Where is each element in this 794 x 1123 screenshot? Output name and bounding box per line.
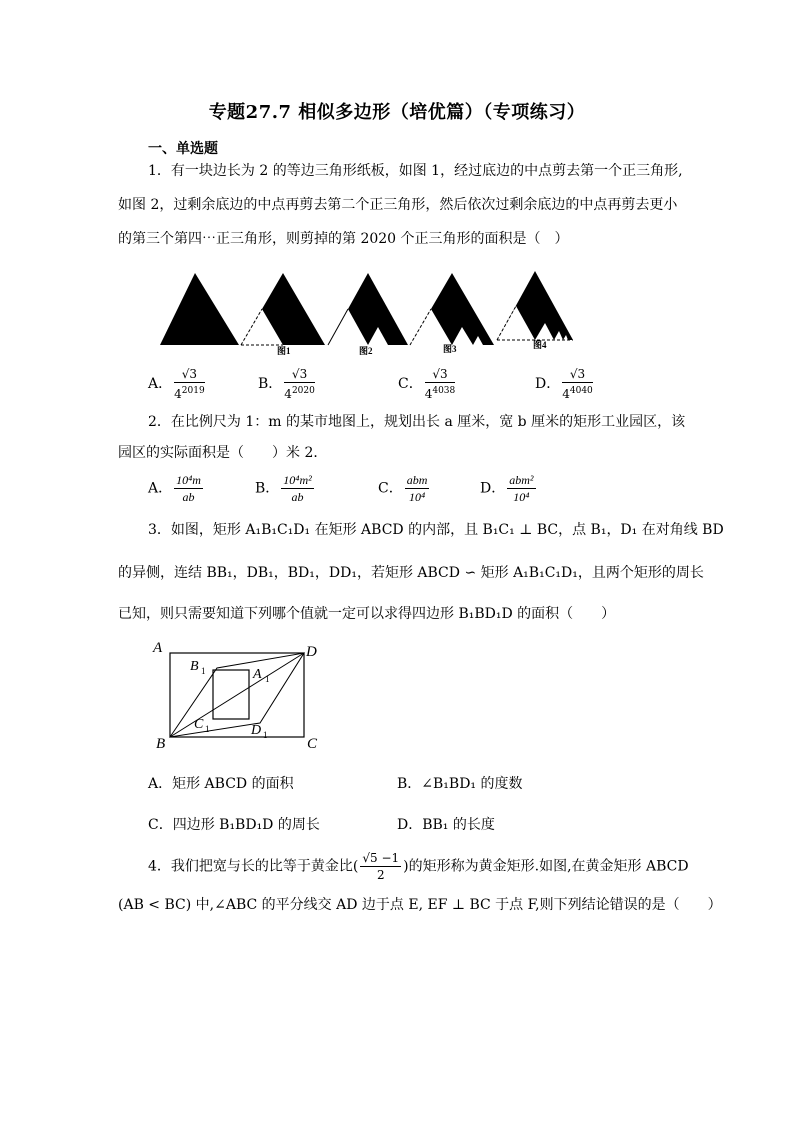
rectangle-figure: [145, 636, 335, 756]
figure-3: [410, 273, 494, 345]
label-C1: C: [194, 717, 204, 732]
q3-option-c: C．四边形 B₁BD₁D 的周长: [148, 817, 320, 833]
q1-line1: 1．有一块边长为 2 的等边三角形纸板，如图 1，经过底边的中点剪去第一个正三角形,: [148, 163, 683, 179]
q2-option-a: A． $\frac{\text{10⁴m}}{ab}$: [148, 473, 201, 504]
q3-option-b: B．∠B₁BD₁ 的度数: [397, 776, 523, 792]
fig-label-2: 图2: [359, 346, 373, 356]
q4-line1: 4．我们把宽与长的比等于黄金比( $\frac{√5 -1}{2}$ )的矩形称为黄金矩形.如图,在黄金矩形 ABCD: [148, 851, 689, 882]
q1-option-c: C． $\frac{√3}{4^{4038}}$: [398, 367, 456, 401]
q2-option-b: B． $\frac{\text{10⁴m²}}{ab}$: [255, 473, 312, 504]
label-A1-sub: 1: [265, 674, 270, 684]
label-B1: B: [190, 659, 199, 674]
q3-line3: 已知，则只需要知道下列哪个值就一定可以求得四边形 B₁BD₁D 的面积（ ）: [118, 606, 616, 622]
label-A1: A: [253, 667, 262, 682]
triangle-figures: [155, 268, 585, 358]
figure-2: [328, 273, 408, 345]
label-D: D: [306, 644, 317, 660]
q2-option-d: D． $\frac{\text{abm²}}{\text{10⁴}}$: [480, 473, 534, 504]
q1-option-a: A． $\frac{√3}{4^{2019}}$: [148, 367, 205, 401]
q3-option-a: A．矩形 ABCD 的面积: [148, 776, 294, 792]
q3-line2: 的异侧，连结 BB₁，DB₁，BD₁，DD₁，若矩形 ABCD ∽ 矩形 A₁B₁C₁D₁，且两个矩形的周长: [118, 565, 704, 581]
page-title: 专题27.7 相似多边形（培优篇）（专项练习）: [208, 102, 586, 123]
q3-option-d: D．BB₁ 的长度: [397, 817, 495, 833]
section-heading: 一、单选题: [148, 141, 218, 157]
figure-4: [497, 271, 573, 340]
q4-line2: (AB < BC) 中,∠ABC 的平分线交 AD 边于点 E, EF ⊥ BC 于点 F,则下列结论错误的是（ ）: [118, 897, 722, 913]
label-B: B: [156, 736, 166, 752]
label-C: C: [307, 736, 318, 752]
q1-option-b: B． $\frac{√3}{4^{2020}}$: [258, 367, 315, 401]
label-B1-sub: 1: [201, 666, 206, 676]
fig-label-3: 图3: [443, 344, 457, 354]
label-A: A: [153, 640, 163, 656]
q2-line1: 2．在比例尺为 1：m 的某市地图上，规划出长 a 厘米，宽 b 厘米的矩形工业园区，该: [148, 414, 686, 430]
label-C1-sub: 1: [205, 724, 210, 734]
fig-label-4: 图4: [533, 340, 547, 350]
full-triangle: [160, 273, 239, 345]
label-D1-sub: 1: [263, 730, 268, 740]
q2-option-c: C． $\frac{\text{abm}}{\text{10⁴}}$: [378, 473, 428, 504]
q1-line2: 如图 2，过剩余底边的中点再剪去第二个正三角形，然后依次过剩余底边的中点再剪去更小: [118, 197, 678, 213]
q1-line3: 的第三个第四⋯正三角形，则剪掉的第 2020 个正三角形的面积是（ ）: [118, 231, 569, 247]
label-D1: D: [251, 723, 262, 738]
q1-option-d: D． $\frac{√3}{4^{4040}}$: [535, 367, 593, 401]
q3-line1: 3．如图，矩形 A₁B₁C₁D₁ 在矩形 ABCD 的内部，且 B₁C₁ ⊥ BC，点 B₁，D₁ 在对角线 BD: [148, 522, 724, 538]
figure-1: [241, 273, 325, 345]
fig-label-1: 图1: [277, 346, 291, 356]
q2-line2: 园区的实际面积是（ ）米 2．: [118, 445, 328, 461]
